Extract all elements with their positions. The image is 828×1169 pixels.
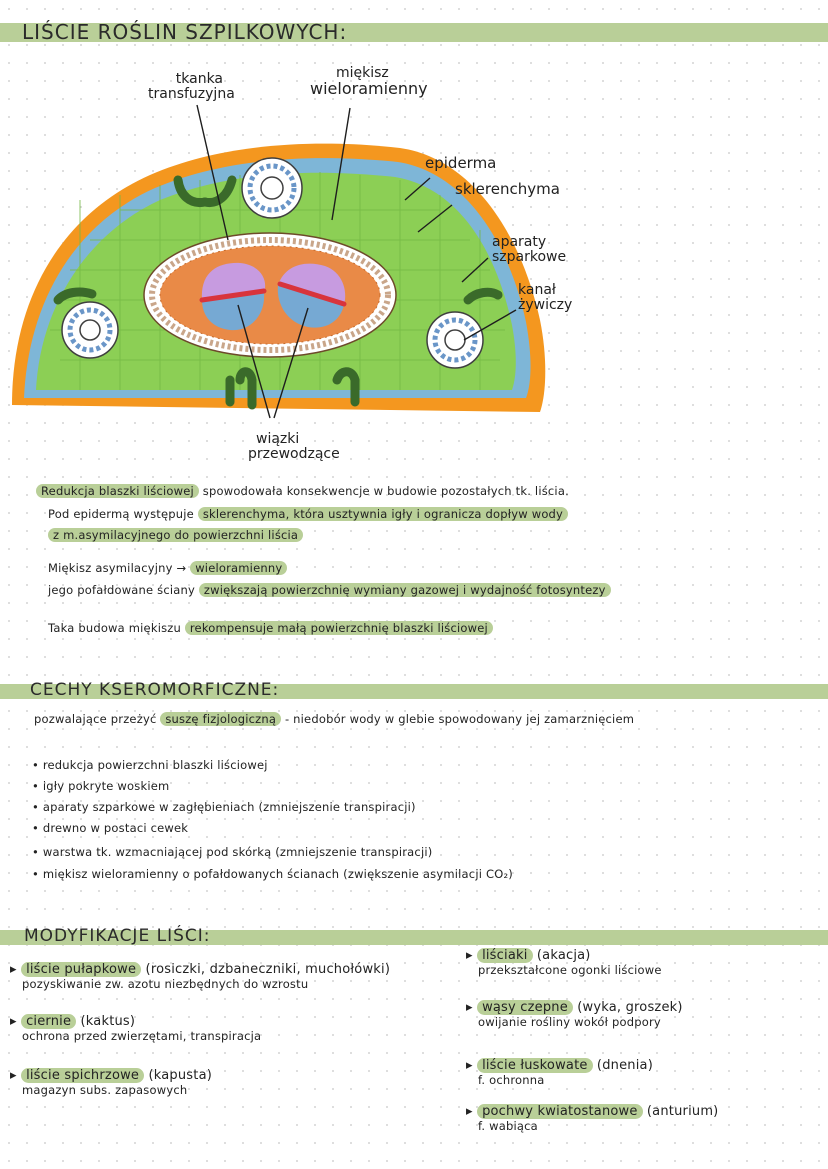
highlight: rekompensuje małą powierzchnię blaszki liściowej bbox=[185, 621, 493, 635]
modification-item: ▸ liściaki (akacja) przekształcone ogonki liściowe bbox=[466, 948, 662, 977]
highlight: ciernie bbox=[21, 1014, 76, 1029]
label-aparaty-szparkowe: aparaty szparkowe bbox=[492, 234, 567, 265]
note-line-5: jego pofałdowane ściany zwiększają powierzchnię wymiany gazowej i wydajność fotosyntezy bbox=[48, 583, 611, 597]
modification-item: ▸ ciernie (kaktus) ochrona przed zwierzętami, transpiracja bbox=[10, 1014, 262, 1043]
highlight: Redukcja blaszki liściowej bbox=[36, 484, 199, 498]
label-sklerenchyma: sklerenchyma bbox=[455, 180, 560, 198]
highlight: suszę fizjologiczną bbox=[160, 712, 281, 726]
highlight: liście pułapkowe bbox=[21, 962, 141, 977]
modification-item: ▸ liście łuskowate (dnenia) f. ochronna bbox=[466, 1058, 653, 1087]
section-heading-modyfikacje: MODYFIKACJE LIŚCI: bbox=[24, 926, 211, 946]
modification-item: ▸ wąsy czepne (wyka, groszek) owijanie rośliny wokół podpory bbox=[466, 1000, 683, 1029]
label-epiderma: epiderma bbox=[425, 154, 497, 172]
highlight: pochwy kwiatostanowe bbox=[477, 1104, 643, 1119]
section2-intro: pozwalające przeżyć suszę fizjologiczną - niedobór wody w glebie spowodowany jej zamarznięciem bbox=[34, 712, 635, 726]
xero-bullet: • miękisz wieloramienny o pofałdowanych ścianach (zwiększenie asymilacji CO₂) bbox=[32, 867, 513, 881]
xero-bullet: • drewno w postaci cewek bbox=[32, 821, 189, 835]
note-line-3 bbox=[48, 528, 303, 542]
label-wiazki-przewodzace: wiązki przewodzące bbox=[248, 431, 340, 462]
label-miekisz-wieloramienny: miękisz wieloramienny bbox=[310, 65, 428, 98]
highlight: sklerenchyma, która usztywnia igły i ogranicza dopływ wody bbox=[198, 507, 568, 521]
section-heading-cechy: CECHY KSEROMORFICZNE: bbox=[30, 680, 280, 700]
highlight: liście łuskowate bbox=[477, 1058, 593, 1073]
xero-bullet: • igły pokryte woskiem bbox=[32, 779, 170, 793]
page-title: LIŚCIE ROŚLIN SZPILKOWYCH: bbox=[22, 20, 348, 44]
modification-item: ▸ liście spichrzowe (kapusta) magazyn subs. zapasowych bbox=[10, 1068, 213, 1097]
resin-canal-left bbox=[62, 302, 118, 358]
label-kanal-zywiczy: kanał żywiczy bbox=[518, 282, 573, 313]
note-line-4: Miękisz asymilacyjny → wieloramienny bbox=[48, 561, 287, 575]
modification-item: ▸ liście pułapkowe (rosiczki, dzbaneczniki, muchołówki) pozyskiwanie zw. azotu niezbędnych do wzrostu bbox=[10, 962, 391, 991]
xero-bullet: • aparaty szparkowe w zagłębieniach (zmniejszenie transpiracji) bbox=[32, 800, 416, 814]
modification-item: ▸ pochwy kwiatostanowe (anturium) f. wabiąca bbox=[466, 1104, 719, 1133]
resin-canal-right bbox=[427, 312, 483, 368]
highlight: wieloramienny bbox=[190, 561, 287, 575]
highlight: z m.asymilacyjnego do powierzchni liścia bbox=[48, 528, 303, 542]
highlight: liściaki bbox=[477, 948, 532, 963]
highlight: wąsy czepne bbox=[477, 1000, 573, 1015]
note-line-1: Redukcja blaszki liściowej spowodowała konsekwencje w budowie pozostałych tk. liścia. bbox=[36, 484, 569, 498]
label-tkanka-transfuzyjna: tkanka transfuzyjna bbox=[148, 71, 235, 102]
highlight: liście spichrzowe bbox=[21, 1068, 144, 1083]
xero-bullet: • redukcja powierzchni blaszki liściowej bbox=[32, 758, 268, 772]
note-line-6: Taka budowa miękiszu rekompensuje małą powierzchnię blaszki liściowej bbox=[48, 621, 493, 635]
xero-bullet: • warstwa tk. wzmacniającej pod skórką (zmniejszenie transpiracji) bbox=[32, 845, 433, 859]
highlight: zwiększają powierzchnię wymiany gazowej i wydajność fotosyntezy bbox=[199, 583, 611, 597]
transfusion-tissue bbox=[160, 246, 380, 344]
resin-canal-top bbox=[242, 158, 302, 218]
note-line-2: Pod epidermą występuje sklerenchyma, która usztywnia igły i ogranicza dopływ wody bbox=[48, 507, 568, 521]
